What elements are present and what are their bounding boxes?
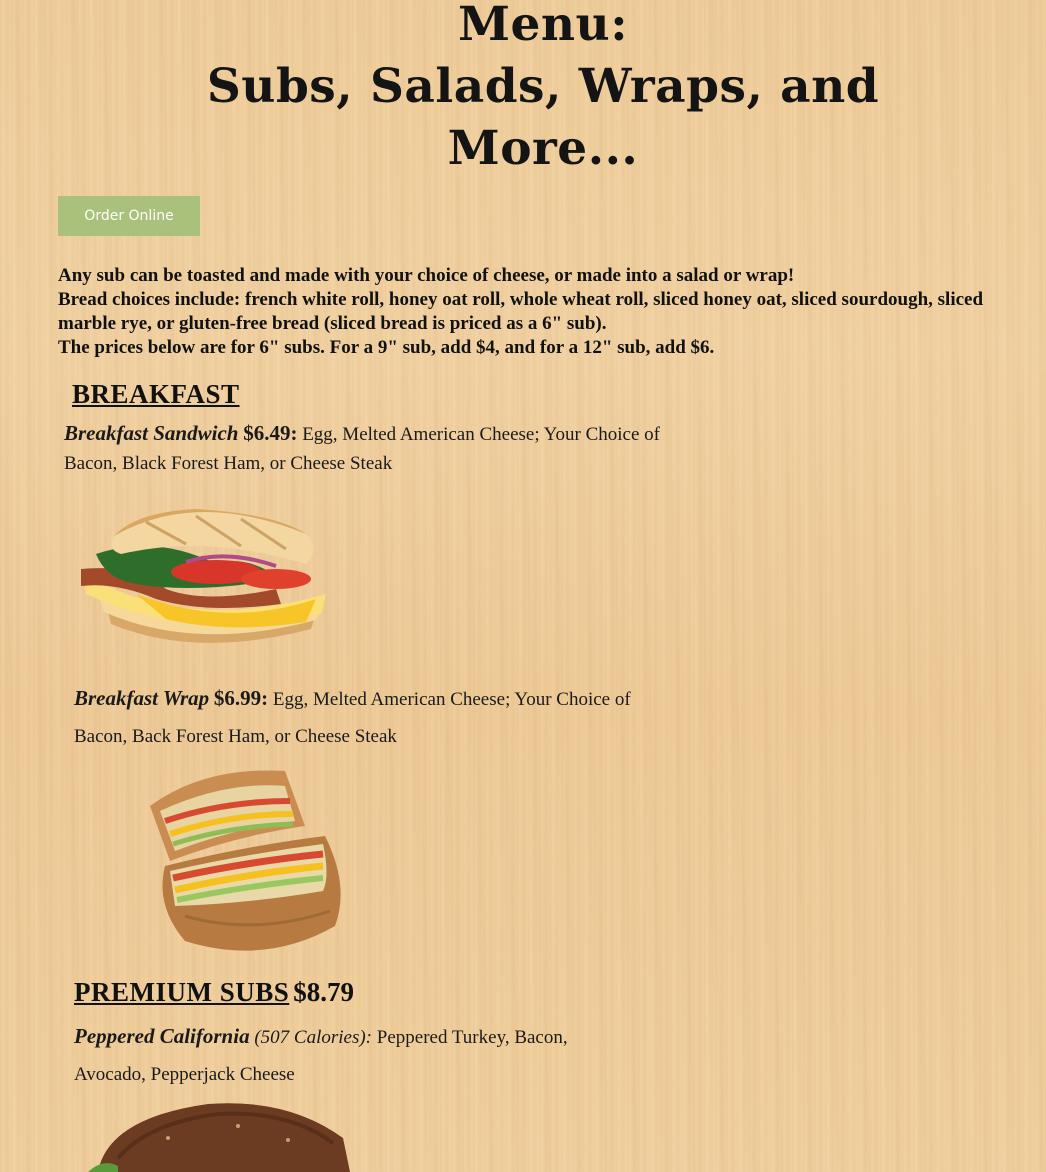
item-description: Egg, Melted American Cheese; Your Choice of bbox=[272, 689, 631, 710]
item-description-2: Bacon, Black Forest Ham, or Cheese Steak bbox=[64, 453, 393, 474]
intro-line-3: The prices below are for 6" subs. For a 9" sub, add $4, and for a 12" sub, add $6. bbox=[58, 337, 715, 358]
premium-subs-heading-row bbox=[74, 977, 354, 1008]
title-line-3: More... bbox=[447, 121, 639, 176]
page-title bbox=[0, 0, 1046, 180]
premium-price: $8.79 bbox=[293, 977, 355, 1007]
intro-line-2: Bread choices include: french white roll, honey oat roll, whole wheat roll, sliced honey oat, sliced sourdough, sliced marble rye, or gluten-free bread (sliced bread is priced as a 6" sub). bbox=[58, 289, 984, 334]
peppered-california-photo bbox=[88, 1098, 358, 1172]
item-name: Breakfast Sandwich bbox=[64, 421, 239, 445]
breakfast-sandwich-item bbox=[64, 419, 724, 478]
item-price: $6.99: bbox=[213, 686, 269, 710]
breakfast-heading: BREAKFAST bbox=[72, 379, 240, 409]
intro-text bbox=[58, 264, 1018, 360]
intro-line-1: Any sub can be toasted and made with your choice of cheese, or made into a salad or wrap! bbox=[58, 265, 795, 286]
breakfast-wrap-item bbox=[74, 680, 734, 755]
item-price: $6.49: bbox=[243, 421, 298, 445]
item-description: Egg, Melted American Cheese; Your Choice of bbox=[302, 424, 660, 445]
premium-heading: PREMIUM SUBS bbox=[74, 977, 290, 1007]
breakfast-wrap-photo bbox=[145, 766, 351, 960]
item-description-2: Bacon, Back Forest Ham, or Cheese Steak bbox=[74, 726, 397, 747]
item-name: Breakfast Wrap bbox=[74, 686, 210, 710]
title-line-2: Subs, Salads, Wraps, and bbox=[206, 59, 880, 114]
peppered-california-item bbox=[74, 1018, 634, 1093]
title-line-1: Menu: bbox=[457, 0, 629, 52]
order-online-button[interactable]: Order Online bbox=[58, 196, 200, 236]
item-description-2: Avocado, Pepperjack Cheese bbox=[74, 1064, 295, 1085]
item-name: Peppered California bbox=[74, 1024, 250, 1048]
item-calories: (507 Calories): bbox=[254, 1027, 373, 1048]
item-description: Peppered Turkey, Bacon, bbox=[376, 1027, 568, 1048]
breakfast-sandwich-photo bbox=[76, 494, 328, 650]
